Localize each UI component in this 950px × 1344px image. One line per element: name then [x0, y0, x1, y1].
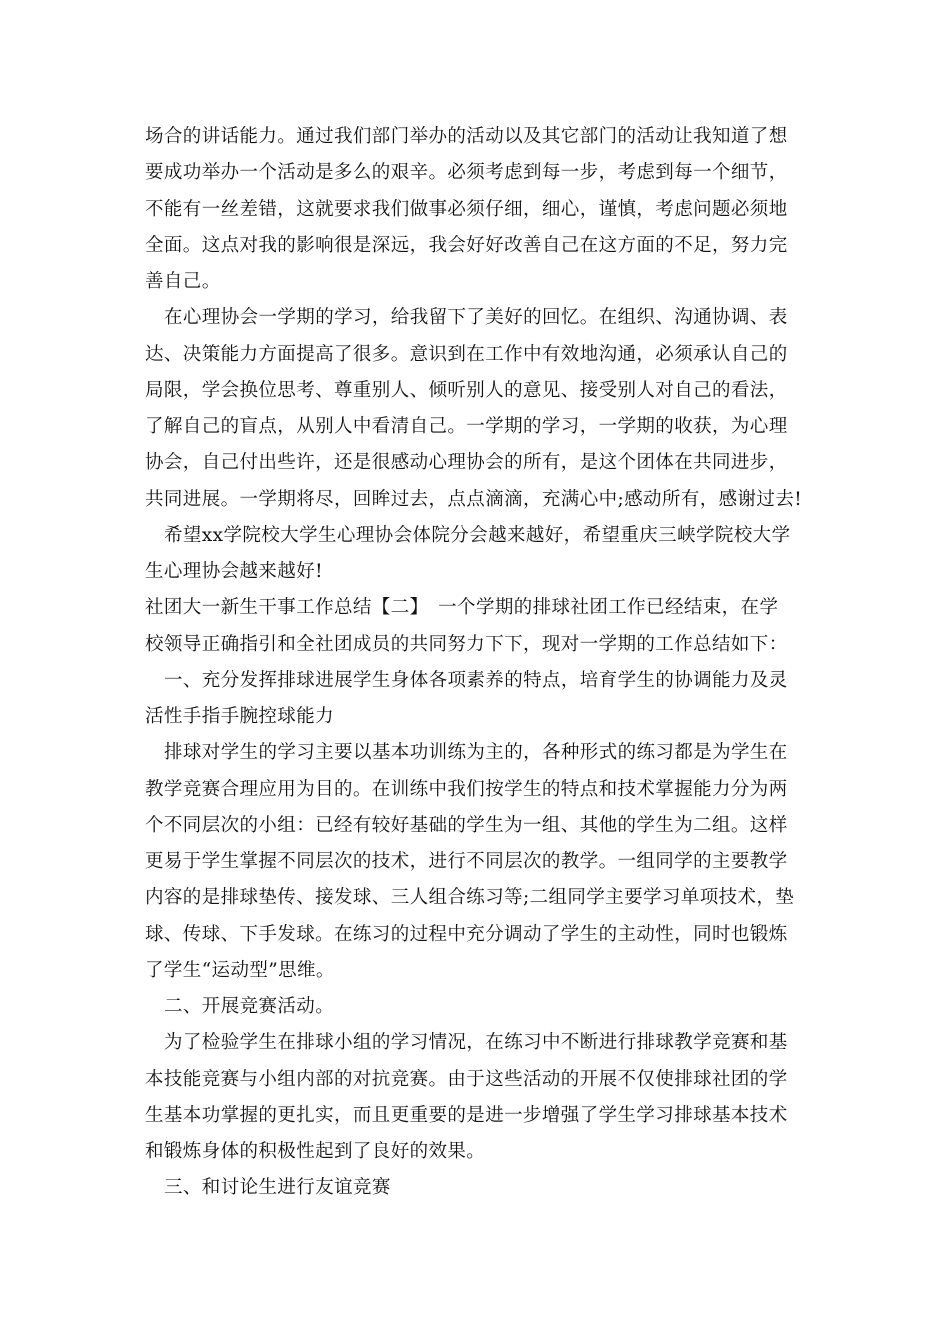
document-page — [145, 119, 815, 1207]
text-line: 不能有一丝差错，这就要求我们做事必须仔细，细心，谨慎，考虑问题必须地 — [145, 198, 788, 220]
text-line: 内容的是排球垫传、接发球、三人组合练习等;二组同学主要学习单项技术，垫 — [145, 887, 795, 909]
text-line: 了学生“运动型”思维。 — [145, 959, 335, 981]
text-line: 达、决策能力方面提高了很多。意识到在工作中有效地沟通，必须承认自己的 — [145, 343, 788, 365]
text-line: 教学竞赛合理应用为目的。在训练中我们按学生的特点和技术掌握能力分为两 — [145, 778, 788, 800]
text-line: 了解自己的盲点，从别人中看清自己。一学期的学习，一学期的收获，为心理 — [145, 416, 788, 437]
text-line: 排球对学生的学习主要以基本功训练为主的，各种形式的练习都是为学生在 — [164, 742, 788, 764]
text-line: 局限，学会换位思考、尊重别人、倾听别人的意见、接受别人对自己的看法， — [145, 379, 788, 401]
text-line: 生心理协会越来越好! — [145, 561, 323, 582]
text-line: 为了检验学生在排球小组的学习情况，在练习中不断进行排球教学竞赛和基 — [164, 1032, 788, 1054]
text-line: 更易于学生掌握不同层次的技术，进行不同层次的教学。一组同学的主要教学 — [145, 851, 788, 872]
text-line: 活性手指手腕控球能力 — [145, 706, 335, 727]
text-line: 生基本功掌握的更扎实，而且更重要的是进一步增强了学生学习排球基本技术 — [145, 1104, 788, 1126]
text-line: 个不同层次的小组：已经有较好基础的学生为一组、其他的学生为二组。这样 — [145, 814, 788, 836]
text-line: 一、充分发挥排球进展学生身体各项素养的特点，培育学生的协调能力及灵 — [164, 669, 788, 691]
text-line: 本技能竞赛与小组内部的对抗竞赛。由于这些活动的开展不仅使排球社团的学 — [145, 1068, 788, 1090]
text-line: 三、和讨论生进行友谊竞赛 — [164, 1177, 391, 1199]
text-line: 善自己。 — [145, 271, 221, 292]
text-line: 希望xx学院校大学生心理协会体院分会越来越好，希望重庆三峡学院校大学 — [164, 524, 791, 546]
text-line: 校领导正确指引和全社团成员的共同努力下下，现对一学期的工作总结如下： — [145, 633, 788, 655]
text-line: 二、开展竞赛活动。 — [164, 996, 335, 1017]
text-line: 和锻炼身体的积极性起到了良好的效果。 — [145, 1141, 486, 1162]
text-line: 场合的讲话能力。通过我们部门举办的活动以及其它部门的活动让我知道了想 — [145, 126, 788, 147]
text-line: 共同进展。一学期将尽，回眸过去，点点滴滴，充满心中;感动所有，感谢过去! — [145, 488, 803, 510]
text-line: 社团大一新生干事工作总结【二】 一个学期的排球社团工作已经结束，在学 — [145, 597, 779, 619]
text-line: 协会，自己付出些许，还是很感动心理协会的所有，是这个团体在共同进步， — [145, 452, 788, 474]
text-line: 全面。这点对我的影响很是深远，我会好好改善自己在这方面的不足，努力完 — [145, 234, 788, 256]
text-line: 球、传球、下手发球。在练习的过程中充分调动了学生的主动性，同时也锻炼 — [145, 923, 788, 945]
text-line: 要成功举办一个活动是多么的艰辛。必须考虑到每一步，考虑到每一个细节， — [145, 162, 788, 184]
text-line: 在心理协会一学期的学习，给我留下了美好的回忆。在组织、沟通协调、表 — [164, 307, 788, 329]
